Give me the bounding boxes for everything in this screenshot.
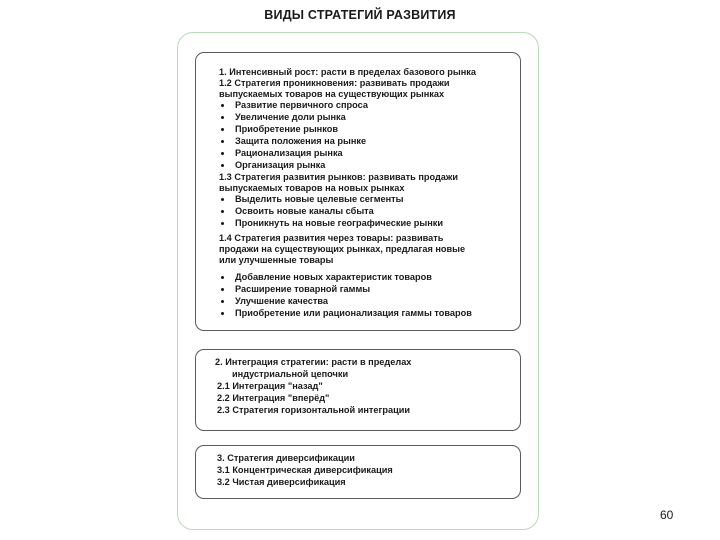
bullet-icon bbox=[221, 300, 224, 303]
list-item: Проникнуть на новые географические рынки bbox=[235, 218, 444, 228]
strategy-1-4-title-cont2: или улучшенные товары bbox=[219, 255, 334, 265]
bullet-icon bbox=[221, 312, 224, 315]
list-item: Организация рынка bbox=[235, 160, 326, 170]
list-item: Расширение товарной гаммы bbox=[235, 284, 371, 294]
bullet-icon bbox=[221, 276, 224, 279]
section-3-heading: 3. Стратегия диверсификации bbox=[217, 453, 355, 463]
list-item: 3.2 Чистая диверсификация bbox=[217, 477, 346, 487]
section-2-heading-cont: индустриальной цепочки bbox=[232, 369, 349, 379]
list-item: Защита положения на рынке bbox=[235, 136, 367, 146]
list-item: Улучшение качества bbox=[235, 296, 328, 306]
bullet-icon bbox=[221, 140, 224, 143]
strategy-1-3-title: 1.3 Стратегия развития рынков: развивать продажи bbox=[219, 172, 459, 182]
section-2-heading: 2. Интеграция стратегии: расти в пределах bbox=[215, 357, 412, 367]
strategy-1-3-title-cont: выпускаемых товаров на новых рынках bbox=[219, 183, 405, 193]
bullet-icon bbox=[221, 116, 224, 119]
list-item: Рационализация рынка bbox=[235, 148, 343, 158]
bullet-icon bbox=[221, 152, 224, 155]
list-item: Увеличение доли рынка bbox=[235, 112, 346, 122]
list-item: 2.2 Интеграция "вперёд" bbox=[217, 393, 330, 403]
strategy-1-4-title: 1.4 Стратегия развития через товары: развивать bbox=[219, 233, 444, 243]
strategy-1-4-title-cont: продажи на существующих рынках, предлагая новые bbox=[219, 244, 466, 254]
bullet-icon bbox=[221, 104, 224, 107]
list-item: Добавление новых характеристик товаров bbox=[235, 272, 432, 282]
strategy-1-2-title-cont: выпускаемых товаров на существующих рынках bbox=[219, 89, 445, 99]
bullet-icon bbox=[221, 164, 224, 167]
bullet-icon bbox=[221, 288, 224, 291]
list-item: Приобретение или рационализация гаммы товаров bbox=[235, 308, 472, 318]
list-item: Развитие первичного спроса bbox=[235, 100, 368, 110]
page-number: 60 bbox=[660, 508, 674, 522]
strategy-1-2-title: 1.2 Стратегия проникновения: развивать продажи bbox=[219, 78, 450, 88]
bullet-icon bbox=[221, 210, 224, 213]
section-1-heading: 1. Интенсивный рост: расти в пределах базового рынка bbox=[219, 67, 476, 77]
bullet-icon bbox=[221, 128, 224, 131]
bullet-icon bbox=[221, 198, 224, 201]
list-item: Приобретение рынков bbox=[235, 124, 338, 134]
list-item: Выделить новые целевые сегменты bbox=[235, 194, 404, 204]
list-item: 3.1 Концентрическая диверсификация bbox=[217, 465, 393, 475]
list-item: 2.3 Стратегия горизонтальной интеграции bbox=[217, 405, 411, 415]
list-item: Освоить новые каналы сбыта bbox=[235, 206, 374, 216]
page-title: ВИДЫ СТРАТЕГИЙ РАЗВИТИЯ bbox=[264, 8, 456, 22]
list-item: 2.1 Интеграция "назад" bbox=[217, 381, 323, 391]
bullet-icon bbox=[221, 222, 224, 225]
